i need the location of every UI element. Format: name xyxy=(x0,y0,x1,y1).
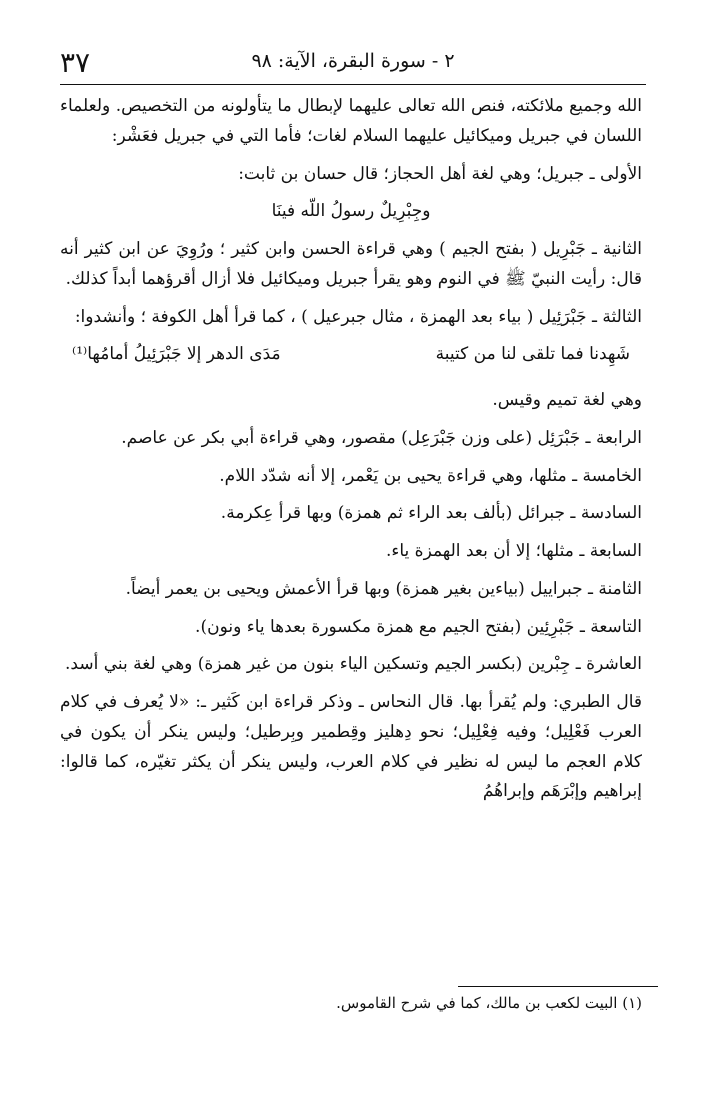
eighth-variant: الثامنة ـ جبراييل (بياءين بغير همزة) وبها قرأ الأعمش ويحيى بن يعمر أيضاً. xyxy=(125,578,642,599)
main-text xyxy=(60,92,642,815)
page-number: ٣٧ xyxy=(60,46,91,79)
fourth-variant: الرابعة ـ جَبْرَئِل (على وزن جَبْرَعِل) مقصور، وهي قراءة أبي بكر عن عاصم. xyxy=(121,427,642,448)
sixth-variant: السادسة ـ جبرائل (بألف بعد الراء ثم همزة) وبها قرأ عِكرمة. xyxy=(220,503,642,524)
running-title: ٢ - سورة البقرة، الآية: ٩٨ xyxy=(251,50,455,72)
verse-hassan: وجِبْرِيلٌ رسولُ اللّه فينَا xyxy=(271,201,431,222)
ninth-variant: التاسعة ـ جَبْرِئِين (بفتح الجيم مع همزة مكسورة بعدها ياء ونون). xyxy=(195,616,642,637)
third-variant-tail: وهي لغة تميم وقيس. xyxy=(492,390,642,410)
header-rule xyxy=(60,84,646,85)
first-variant: الأولى ـ جبريل؛ وهي لغة أهل الحجاز؛ قال حسان بن ثابت: xyxy=(238,163,642,184)
verse-first-hemistich: شَهِدنا فما تلقى لنا من كتيبة xyxy=(435,344,630,365)
second-variant: الثانية ـ جَبْرِيل ( بفتح الجيم ) وهي قراءة الحسن وابن كثير ؛ ورُوِيَ عن ابن كثير أنه قال: رأيت النبيّ ﷺ في النوم وهو يقرأ جبريل وميكائيل فلا أزال أقرؤهما أبداً كذلك. xyxy=(60,239,642,289)
intro-paragraph: الله وجميع ملائكته، فنص الله تعالى عليهما لإبطال ما يتأولونه من التخصيص. ولعلماء اللسان في جبريل وميكائيل عليهما السلام لغات؛ فأما التي في جبريل فعَشْر: xyxy=(60,96,642,146)
verse-couplet xyxy=(60,340,642,370)
tenth-variant: العاشرة ـ جِبْرين (بكسر الجيم وتسكين الياء بنون من غير همزة) وهي لغة بني أسد. xyxy=(65,654,642,675)
page-header xyxy=(60,46,646,82)
seventh-variant: السابعة ـ مثلها؛ إلا أن بعد الهمزة ياء. xyxy=(385,541,642,561)
third-variant: الثالثة ـ جَبْرَئِيل ( بياء بعد الهمزة ، مثال جبرعيل ) ، كما قرأ أهل الكوفة ؛ وأنشدوا: xyxy=(74,306,642,327)
footnote-rule xyxy=(458,986,658,987)
tabari-commentary: قال الطبري: ولم يُقرأ بها. قال النحاس ـ وذكر قراءة ابن كَثير ـ: «لا يُعرف في كلام العرب فَعْلِيل؛ وفيه فِعْلِيل؛ نحو دِهليز وقِطمير وبِرطيل؛ وليس ينكر أن يكون في كلام العجم ما ليس له نظير في كلام العرب، وليس ينكر أن يكثر تغيّره، كما قالوا: إبراهيم وإبْرَهَم وإبراهُمُ xyxy=(60,692,642,802)
fifth-variant: الخامسة ـ مثلها، وهي قراءة يحيى بن يَعْمر، إلا أنه شدّد اللام. xyxy=(219,465,642,486)
verse-second-hemistich: مَدَى الدهر إلا جَبْرَئِيلُ أمامُها⁽¹⁾ xyxy=(72,344,281,365)
footnote: (١) البيت لكعب بن مالك، كما في شرح القاموس. xyxy=(336,994,642,1012)
